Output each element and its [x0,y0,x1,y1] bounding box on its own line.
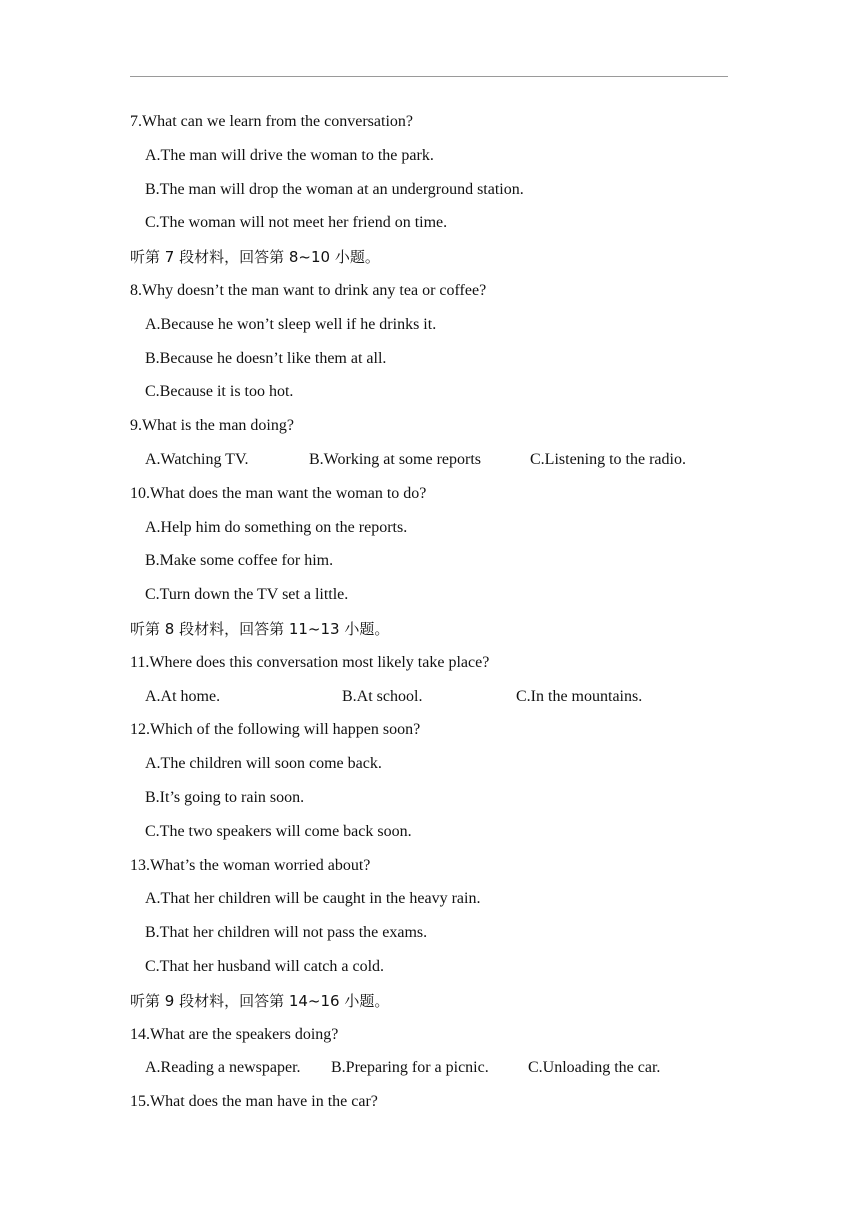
option-text: C.Because it is too hot. [145,383,294,401]
question-text: 10.What does the man want the woman to do? [130,484,427,502]
option-text: C.The two speakers will come back soon. [145,822,412,840]
option-text: C.That her husband will catch a cold. [145,957,385,975]
option-text: C.Unloading the car. [528,1059,661,1077]
options-row [130,446,750,480]
option-text: A.Reading a newspaper. [145,1059,301,1077]
option-text: A.Help him do something on the reports. [145,518,408,536]
option-text: B.At school. [342,687,423,705]
header-rule [130,76,728,77]
option-text: C.Turn down the TV set a little. [145,586,349,604]
question-text: 14.What are the speakers doing? [130,1025,339,1043]
option-text: B.Make some coffee for him. [145,552,334,570]
option-text: B.The man will drop the woman at an underground station. [145,180,524,198]
question-text: 7.What can we learn from the conversation? [130,113,413,130]
option-text: B.That her children will not pass the exams. [145,924,428,942]
option-text: B.It’s going to rain soon. [145,788,305,806]
option-text: A.Because he won’t sleep well if he drinks it. [145,315,437,333]
option-text: B.Preparing for a picnic. [331,1059,489,1077]
section-heading: 听第 9 段材料，回答第 14~16 小题。 [130,991,390,1010]
option-text: A.At home. [145,687,221,705]
option-text: C.Listening to the radio. [530,450,686,468]
question-list [130,108,750,1122]
question-text: 8.Why doesn’t the man want to drink any tea or coffee? [130,281,487,299]
option-text: C.In the mountains. [516,687,643,705]
section-heading: 听第 7 段材料，回答第 8~10 小题。 [130,248,380,267]
options-row [130,1054,750,1088]
option-text: A.That her children will be caught in the heavy rain. [145,890,481,908]
question-text: 15.What does the man have in the car? [130,1093,378,1111]
question-text: 11.Where does this conversation most likely take place? [130,653,490,671]
option-text: A.The man will drive the woman to the park. [145,146,434,164]
option-text: A.The children will soon come back. [145,755,382,773]
options-row [130,683,750,717]
option-text: B.Working at some reports [309,450,482,468]
question-text: 12.Which of the following will happen soon? [130,721,421,739]
question-text: 13.What’s the woman worried about? [130,856,371,874]
option-text: B.Because he doesn’t like them at all. [145,349,387,367]
option-text: C.The woman will not meet her friend on time. [145,214,448,232]
option-text: A.Watching TV. [145,450,249,468]
section-heading: 听第 8 段材料，回答第 11~13 小题。 [130,619,390,638]
question-text: 9.What is the man doing? [130,417,294,435]
